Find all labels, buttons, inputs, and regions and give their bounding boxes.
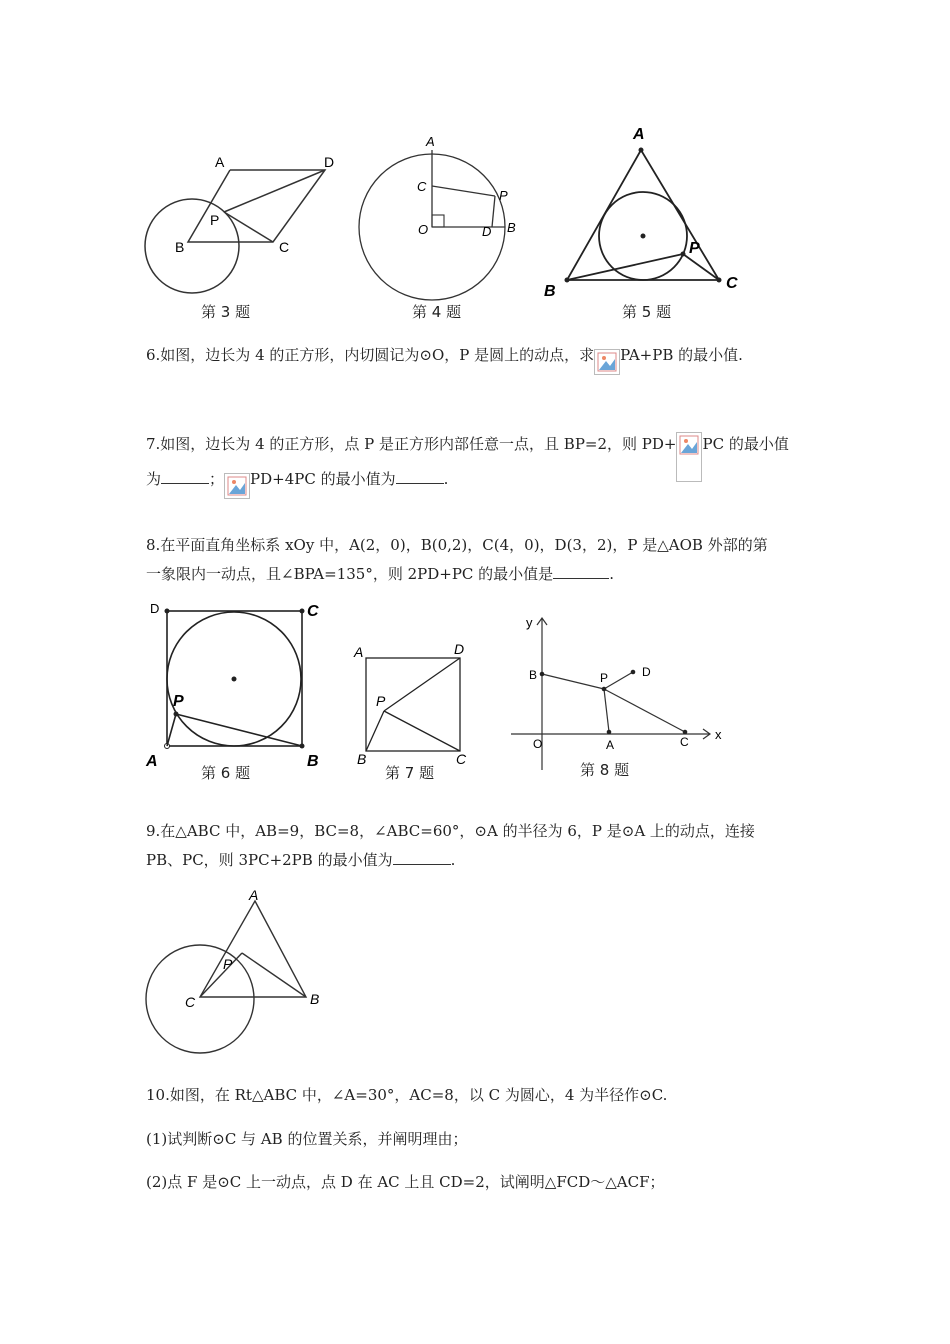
label-D: D: [482, 224, 492, 239]
label-A: A: [354, 644, 364, 660]
label-C: C: [456, 751, 467, 767]
q7-text-c: 为: [146, 470, 162, 488]
question-9-line2: [146, 850, 455, 870]
label-O: O: [418, 222, 429, 237]
question-7-line1: [146, 420, 789, 470]
figure-7: [352, 640, 482, 765]
figure-4: [352, 130, 522, 300]
answer-blank[interactable]: [161, 469, 209, 484]
question-8-line2: [146, 564, 614, 584]
label-B: B: [310, 991, 320, 1007]
label-P: P: [223, 956, 233, 972]
question-7-line2: [146, 467, 448, 493]
label-A: A: [146, 753, 158, 770]
q6-text-a: 6.如图，边长为 4 的正方形，内切圆记为⊙O，P 是圆上的动点，求: [146, 346, 595, 364]
broken-image-icon: [594, 349, 620, 375]
broken-image-icon: [676, 432, 702, 482]
q6-text-b: PA+PB 的最小值.: [620, 346, 743, 364]
label-P: P: [689, 240, 700, 257]
label-A: A: [426, 134, 435, 149]
label-C: C: [307, 603, 319, 620]
caption-fig4: 第 4 题: [412, 303, 462, 321]
q7-text-e: PD+4PC 的最小值为: [250, 470, 396, 488]
figure-5: [540, 120, 750, 300]
question-10-line2: (1)试判断⊙C 与 AB 的位置关系，并阐明理由；: [146, 1130, 468, 1148]
answer-blank[interactable]: [393, 850, 451, 865]
label-B: B: [507, 220, 516, 235]
label-C: C: [726, 275, 738, 292]
q8-text: 一象限内一动点，且∠BPA=135°，则 2PD+PC 的最小值是: [146, 565, 554, 583]
figure-9: [140, 886, 340, 1058]
caption-fig6: 第 6 题: [201, 764, 251, 782]
figure-3: [140, 150, 350, 290]
figure-6: [140, 598, 340, 778]
question-8-line1: 8.在平面直角坐标系 xOy 中，A(2，0)，B(0,2)，C(4，0)，D(3，2)，P 是△AOB 外部的第: [146, 536, 768, 554]
caption-fig3: 第 3 题: [201, 303, 251, 321]
question-6: [146, 343, 743, 369]
label-P: P: [173, 693, 184, 710]
label-C: C: [279, 239, 290, 255]
broken-image-icon: [224, 473, 250, 499]
question-10-line1: 10.如图，在 Rt△ABC 中，∠A=30°，AC=8，以 C 为圆心，4 为半径作⊙C.: [146, 1086, 668, 1104]
label-B: B: [357, 751, 367, 767]
label-P: P: [499, 188, 508, 203]
answer-blank[interactable]: [553, 564, 609, 579]
label-B: B: [175, 239, 185, 255]
label-y: y: [526, 615, 533, 630]
q9-text: PB、PC，则 3PC+2PB 的最小值为: [146, 851, 393, 869]
answer-blank[interactable]: [396, 469, 444, 484]
label-C: C: [680, 735, 689, 749]
figure-8: [505, 612, 735, 772]
q7-text-d: ；: [209, 470, 225, 488]
label-C: C: [417, 179, 427, 194]
label-O: O: [533, 737, 543, 751]
label-D: D: [324, 154, 335, 170]
caption-fig7: 第 7 题: [385, 764, 435, 782]
caption-fig5: 第 5 题: [622, 303, 672, 321]
q8-end: .: [609, 565, 614, 583]
question-9-line1: 9.在△ABC 中，AB=9，BC=8，∠ABC=60°，⊙A 的半径为 6，P 是⊙A 上的动点，连接: [146, 822, 755, 840]
question-10-line3: (2)点 F 是⊙C 上一动点，点 D 在 AC 上且 CD=2，试阐明△FCD～△ACF；: [146, 1173, 665, 1191]
label-x: x: [715, 727, 722, 742]
q9-end: .: [450, 851, 456, 869]
label-A: A: [633, 126, 645, 143]
caption-fig8: 第 8 题: [580, 761, 630, 779]
label-D: D: [454, 641, 465, 657]
label-D: D: [150, 601, 160, 616]
label-P: P: [600, 671, 609, 685]
label-P: P: [376, 693, 386, 709]
label-P: P: [210, 212, 220, 228]
label-B: B: [529, 668, 538, 682]
label-A: A: [215, 154, 225, 170]
label-B: B: [544, 283, 556, 300]
label-D: D: [642, 665, 651, 679]
label-A: A: [249, 887, 259, 903]
q7-text-a: 7.如图，边长为 4 的正方形，点 P 是正方形内部任意一点，且 BP=2，则 PD+: [146, 435, 677, 453]
label-B: B: [307, 753, 319, 770]
label-C: C: [185, 994, 196, 1010]
q7-text-f: .: [443, 470, 449, 488]
label-A: A: [606, 738, 615, 752]
q7-text-b: PC 的最小值: [702, 435, 789, 453]
